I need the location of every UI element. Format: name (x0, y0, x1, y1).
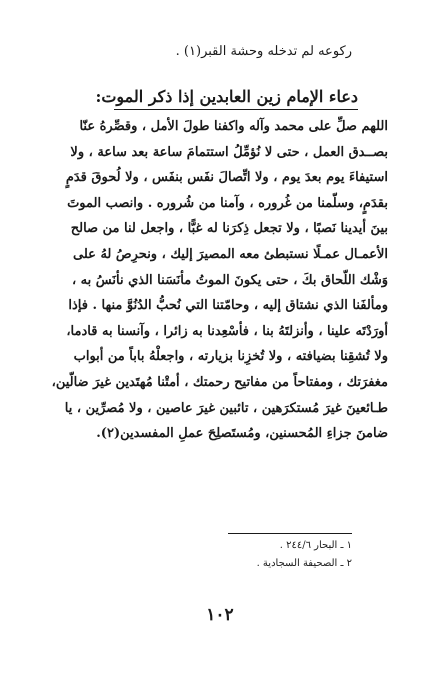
section-heading: دعاء الإمام زين العابدين إذا ذكر الموت: (95, 87, 358, 106)
text-line: استيفاءَ يوم بعدَ يوم ، ولا اتِّصالَ نفَس بنفَس ، ولا لُحوقَ قدَمٍ (65, 170, 388, 186)
text-line: ضامنَ جزاءِ المُحسنين، ومُستَصلِحَ عملِ المفسدين(٢). (96, 426, 388, 442)
text-line: بينَ أيدينا نَصبًا ، ولا تجعل ذِكرَنا له غبًّا ، واجعل لنا من صالح (70, 221, 388, 237)
text-line: الأعمـال عمـلًا نستبطئ معه المصيرَ إليك ، ونحرِصُ لهُ على (73, 246, 388, 262)
text-line: ولا تُشقِنا بضيافته ، ولا تُخزِنا بزيارته ، واجعلْهُ باباً من أبواب (73, 349, 388, 365)
footnote-separator (228, 533, 352, 534)
continued-text-line: ركوعه لم تدخله وحشة القبر(١) . (175, 44, 352, 59)
footnote: ٢ ـ الصحيفة السجادية . (256, 558, 352, 569)
footnote: ١ ـ البحار ٢٤٤/٦ . (279, 540, 352, 551)
text-line: بقدَمٍ، وسلّمنا من غُروره ، وآمنا من شُروره . وانصب الموتَ (67, 195, 388, 211)
footnotes (112, 537, 352, 573)
text-line: مغفرَتك ، ومفتاحاً من مفاتيح رحمتك ، أمتْنا مُهتَدين غيرَ ضالّين، (51, 374, 388, 390)
text-line: طـائعينَ غيرَ مُستكرَهين ، تائبين غيرَ عاصين ، ولا مُصرِّين ، يا (64, 400, 388, 416)
text-line: أورَدْتَه علينا ، وأنزلتَهُ بنا ، فأسْعِدنا به زائرا ، وآنسنا به قادما، (66, 323, 388, 339)
text-line: اللهم صلِّ على محمد وآله واكفنا طولَ الأمل ، وقصِّرهُ عنّا (79, 119, 388, 134)
heading-underline (114, 109, 358, 110)
supplication-text (48, 114, 388, 447)
text-line: بصــدق العمل ، حتى لا نُؤمِّلُ استتمامَ ساعة بعد ساعة ، ولا (70, 144, 388, 160)
text-line: ومألفَنا الذي نشتاق إليه ، وحامّتنا التي نُحبُّ الدُنُوَّ منها . فإذا (68, 298, 388, 314)
text-line: وَشْك اللّحاق بكَ ، حتى يكونَ الموتُ مأنَسَنا الذي نأنَسُ به ، (71, 272, 388, 288)
page-number: ١٠٢ (206, 605, 234, 625)
